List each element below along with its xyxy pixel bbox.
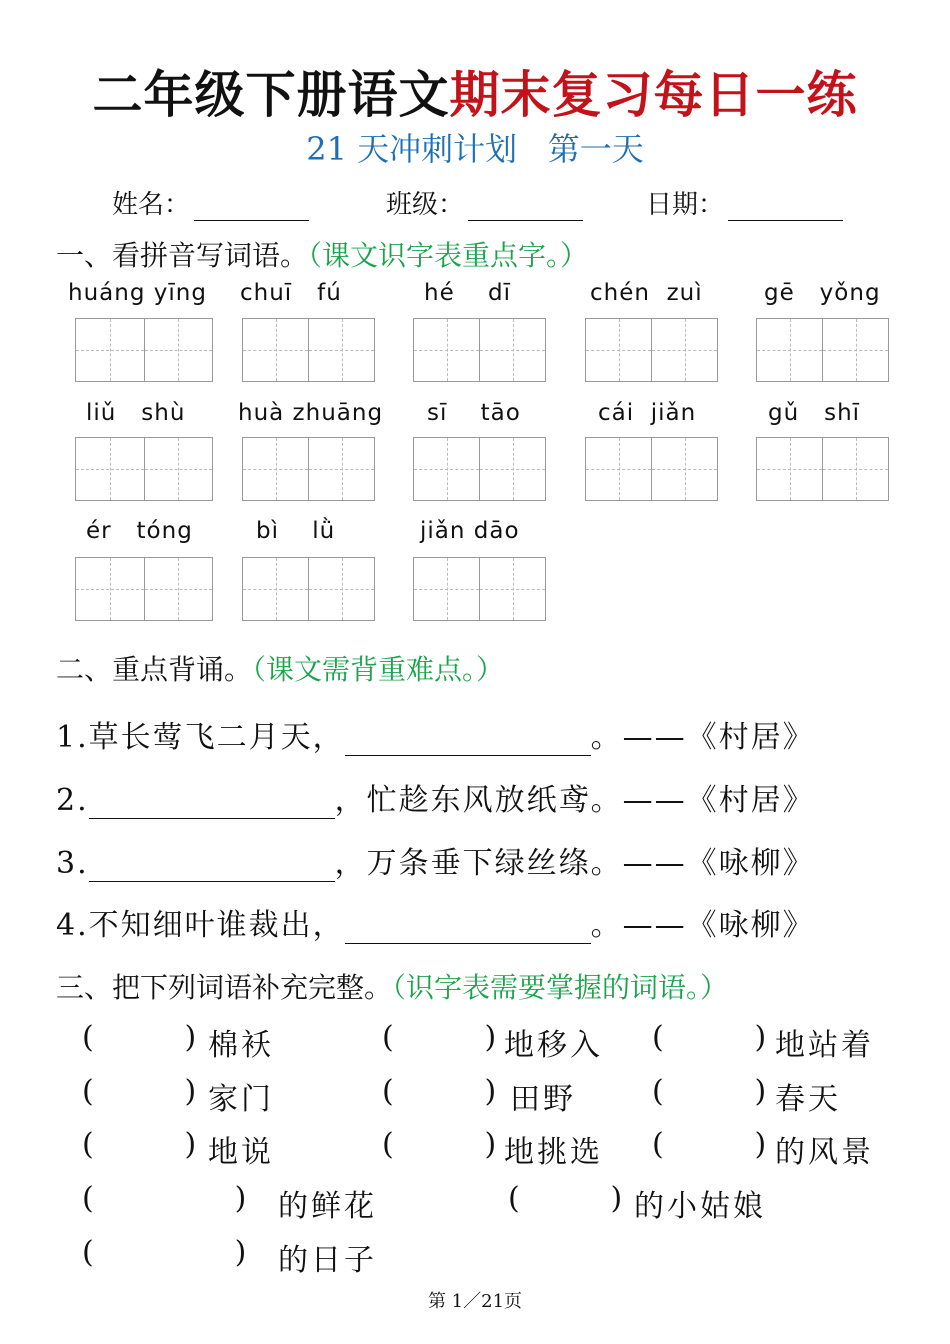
fill-word: 的风景 xyxy=(775,1135,874,1170)
fill-word: 田野 xyxy=(510,1082,576,1117)
fill-word: 地挑选 xyxy=(504,1135,603,1170)
pinyin-label: hé dī xyxy=(424,280,511,306)
section1-heading xyxy=(56,234,588,274)
writing-grid[interactable] xyxy=(242,318,375,382)
pinyin-label: gē yǒng xyxy=(764,280,881,306)
answer-blank[interactable] xyxy=(345,913,591,944)
date-blank[interactable] xyxy=(728,196,843,221)
fill-word: 的日子 xyxy=(278,1243,377,1278)
page-title xyxy=(0,55,950,127)
section2-note: （课文需背重难点。） xyxy=(252,653,505,686)
pinyin-label: jiǎn dāo xyxy=(420,518,520,544)
fill-paren[interactable]: ( ) xyxy=(652,1127,770,1162)
pinyin-label: ér tóng xyxy=(86,518,193,544)
writing-grid[interactable] xyxy=(756,318,889,382)
pinyin-label: gǔ shī xyxy=(768,400,861,426)
answer-blank[interactable] xyxy=(89,788,335,819)
section3-heading xyxy=(56,966,728,1006)
title-black: 二年级下册语文 xyxy=(92,65,450,124)
fill-paren[interactable]: ( ) xyxy=(382,1074,500,1109)
writing-grid[interactable] xyxy=(242,437,375,501)
writing-grid[interactable] xyxy=(413,557,546,621)
date-label: 日期： xyxy=(646,190,725,220)
date-field xyxy=(646,184,843,221)
section1-note: （课文识字表重点字。） xyxy=(308,239,589,272)
page-number: 第 1／21页 xyxy=(427,1291,523,1312)
recite-line-3: 3. ，万条垂下绿丝绦。——《咏柳》 xyxy=(56,846,815,881)
fill-word: 春天 xyxy=(775,1082,841,1117)
recite-line-2: 2. ，忙趁东风放纸鸢。——《村居》 xyxy=(56,783,815,818)
title-red: 期末复习每日一练 xyxy=(449,65,858,124)
writing-grid[interactable] xyxy=(75,318,213,382)
fill-paren[interactable]: ( ) xyxy=(82,1127,200,1162)
fill-paren[interactable]: ( ) xyxy=(508,1181,626,1216)
fill-word: 棉袄 xyxy=(208,1028,274,1063)
name-field xyxy=(112,184,309,221)
writing-grid[interactable] xyxy=(585,318,718,382)
section2-title: 二、重点背诵。 xyxy=(56,653,253,686)
fill-word: 地站着 xyxy=(775,1028,874,1063)
pinyin-label: chén zuì xyxy=(590,280,703,306)
section1-title: 一、看拼音写词语。 xyxy=(56,239,309,272)
pinyin-label: bì lǜ xyxy=(256,518,336,544)
fill-word: 的小姑娘 xyxy=(634,1189,766,1224)
writing-grid[interactable] xyxy=(75,557,213,621)
writing-grid[interactable] xyxy=(242,557,375,621)
class-label: 班级： xyxy=(386,190,465,220)
section3-title: 三、把下列词语补充完整。 xyxy=(56,971,393,1004)
pinyin-label: sī tāo xyxy=(427,400,521,426)
section3-note: （识字表需要掌握的词语。） xyxy=(392,971,729,1004)
class-field xyxy=(386,184,583,221)
class-blank[interactable] xyxy=(468,196,583,221)
section2-heading xyxy=(56,648,504,688)
writing-grid[interactable] xyxy=(413,437,546,501)
writing-grid[interactable] xyxy=(585,437,718,501)
recite-line-4: 4.不知细叶谁裁出， 。——《咏柳》 xyxy=(56,908,815,943)
writing-grid[interactable] xyxy=(75,437,213,501)
pinyin-label: chuī fú xyxy=(240,280,342,306)
answer-blank[interactable] xyxy=(89,851,335,882)
recite-line-1: 1.草长莺飞二月天， 。——《村居》 xyxy=(56,720,815,755)
fill-word: 的鲜花 xyxy=(278,1189,377,1224)
fill-paren[interactable]: ( ) xyxy=(382,1020,500,1055)
fill-paren[interactable]: ( ) xyxy=(652,1020,770,1055)
pinyin-label: liǔ shù xyxy=(86,400,186,426)
name-label: 姓名： xyxy=(112,190,191,220)
writing-grid[interactable] xyxy=(756,437,889,501)
fill-paren[interactable]: ( ) xyxy=(82,1235,250,1270)
name-blank[interactable] xyxy=(194,196,309,221)
answer-blank[interactable] xyxy=(345,725,591,756)
pinyin-label: cái jiǎn xyxy=(598,400,697,426)
fill-word: 地说 xyxy=(208,1135,274,1170)
fill-paren[interactable]: ( ) xyxy=(652,1074,770,1109)
fill-paren[interactable]: ( ) xyxy=(82,1181,250,1216)
fill-paren[interactable]: ( ) xyxy=(82,1020,200,1055)
pinyin-label: huáng yīng xyxy=(68,280,207,306)
fill-word: 家门 xyxy=(208,1082,274,1117)
writing-grid[interactable] xyxy=(413,318,546,382)
fill-word: 地移入 xyxy=(504,1028,603,1063)
fill-paren[interactable]: ( ) xyxy=(82,1074,200,1109)
fill-paren[interactable]: ( ) xyxy=(382,1127,500,1162)
pinyin-label: huà zhuāng xyxy=(238,400,384,426)
page-subtitle: 21 天冲刺计划 第一天 xyxy=(306,130,644,168)
